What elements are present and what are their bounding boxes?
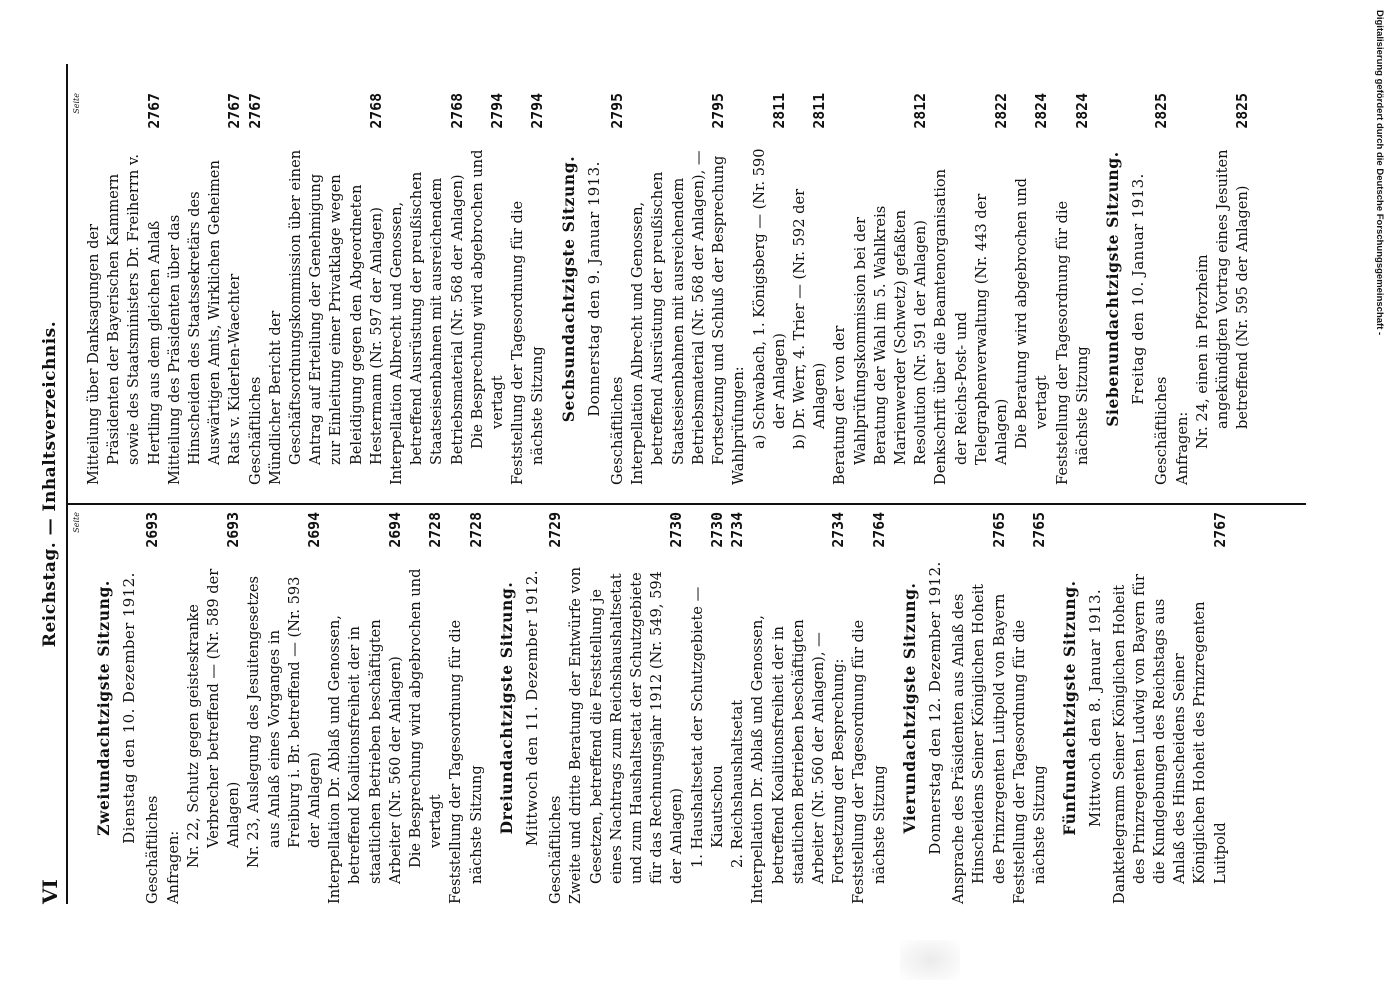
toc-entry-text: Nr. 22, Schutz gegen geisteskranke Verbrecher betreffend — (Nr. 589 der Anlagen) [184, 568, 243, 868]
right-column [70, 93, 1253, 485]
toc-entry-text: Nr. 23, Auslegung des Jesuitengesetzes aus Anlaß eines Vorganges in Freiburg i. Br. betreffend — (Nr. 593 der Anlagen) [245, 576, 324, 868]
session-date: Donnerstag den 9. Januar 1913. [584, 161, 603, 417]
session-date: Mittwoch den 11. Dezember 1912. [523, 569, 542, 847]
header-rule [66, 64, 68, 904]
toc-page-number: 2794 [489, 93, 507, 129]
toc-page-number: 2694 [306, 512, 324, 548]
toc-entry-text: Geschäftliches [609, 376, 627, 485]
toc-entry [1152, 93, 1172, 485]
toc-entry [387, 93, 468, 485]
toc-page-number: 2824 [1073, 93, 1091, 129]
toc-entry-text: Feststellung der Tagesordnung für die nächste Sitzung [1053, 200, 1091, 485]
toc-page-number: 2765 [990, 512, 1008, 548]
toc-entry [949, 512, 1010, 904]
session-block [559, 93, 1093, 485]
toc-page-number: 2728 [467, 512, 485, 548]
toc-entry-text: b) Dr. Werr, 4. Trier — (Nr. 592 der Anlagen) [790, 188, 829, 449]
toc-entry [1110, 512, 1231, 904]
session-block [497, 512, 890, 904]
toc-entry [790, 93, 830, 485]
toc-entry [266, 93, 387, 485]
toc-entry [1173, 93, 1193, 485]
toc-page-number: 2767 [226, 93, 244, 129]
session-block [94, 512, 487, 904]
session-block [84, 93, 549, 485]
seite-label: Seite [72, 512, 81, 533]
session-date: Dienstag den 10. Dezember 1912. [120, 572, 139, 844]
toc-page-number: 2812 [912, 93, 930, 129]
seite-label: Seite [72, 93, 81, 114]
session-block [900, 512, 1050, 904]
session-date: Freitag den 10. Januar 1913. [1129, 173, 1148, 405]
toc-entry-text: Feststellung der Tagesordnung für die nächste Sitzung [509, 200, 547, 485]
toc-entry [849, 512, 889, 904]
toc-entry-text: Die Beratung wird abgebrochen und vertagt [1013, 178, 1051, 449]
toc-entry [728, 512, 748, 904]
toc-entry [566, 512, 687, 904]
session-title: Fünfundachtzigste Sitzung. [1060, 580, 1080, 836]
toc-entry-text: Geschäftliches [144, 795, 162, 904]
running-title: Reichstag. — Inhaltsverzeichnis. [40, 320, 60, 648]
toc-entry-text: Interpellation Dr. Ablaß und Genossen, betreffend Koalitionsfreiheit der in staatlichen Betrieben beschäftigten Arbeiter (Nr. 560 der Anlagen) [326, 615, 404, 904]
toc-page-number: 2822 [992, 93, 1010, 129]
toc-entry-text: Geschäftliches [246, 376, 264, 485]
toc-entry [688, 512, 728, 904]
toc-entry-text: Zweite und dritte Beratung der Entwürfe von Gesetzen, betreffend die Feststellung je eines Nachtrags zum Reichshaushaltsetat und zum Haushaltsetat der Schutzgebiete für das Rechnungsjahr 1912 (Nr. 549, 594 der Anlagen) [567, 566, 686, 904]
running-head [38, 64, 64, 904]
toc-page-number: 2730 [708, 512, 726, 548]
scan-smudge [900, 940, 960, 980]
toc-entry [164, 512, 184, 904]
toc-page-number: 2728 [427, 512, 445, 548]
toc-page-number: 2767 [1211, 512, 1229, 548]
toc-entry [246, 93, 266, 485]
session-block [1103, 93, 1253, 485]
toc-entry [830, 93, 931, 485]
toc-entry [608, 93, 628, 485]
toc-entry-text: Nr. 24, einen in Pforzheim angekündigten Vortrag eines Jesuiten betreffend (Nr. 595 der Anlagen) [1193, 149, 1252, 449]
toc-entry [468, 93, 508, 485]
toc-entry [750, 93, 790, 485]
toc-page-number: 2729 [547, 512, 565, 548]
toc-page-number: 2811 [811, 93, 829, 129]
toc-page-number: 2768 [448, 93, 466, 129]
toc-entry [143, 512, 163, 904]
toc-page-number: 2795 [609, 93, 627, 129]
toc-entry [244, 512, 325, 904]
toc-entry-text: Interpellation Albrecht und Genossen, betreffend Ausrüstung der preußischen Staatseisenbahnen mit ausreichendem Betriebsmaterial (Nr. 568 der Anlagen), — Fortsetzung und Schluß der Besprechung [629, 150, 728, 485]
toc-entry-text: Mündlicher Bericht der Geschäftsordnungskommission über einen Antrag auf Erteilung der Genehmigung zur Einleitung einer Privatklage wegen Beleidigung gegen den Abgeordneten Hestermann (Nr. 597 der Anlagen) [266, 149, 385, 485]
toc-entry [325, 512, 406, 904]
toc-entry-text: Die Besprechung wird abgebrochen und vertagt [407, 568, 445, 868]
toc-entry-text: Die Besprechung wird abgebrochen und vertagt [468, 149, 507, 449]
toc-entry [628, 93, 729, 485]
toc-entry [1010, 512, 1050, 904]
toc-page-number: 2825 [1234, 93, 1252, 129]
toc-entry [748, 512, 849, 904]
session-title: Zweiundachtzigste Sitzung. [94, 580, 113, 836]
toc-page-number: 2694 [386, 512, 404, 548]
toc-entry [508, 93, 548, 485]
toc-page-number: 2811 [770, 93, 788, 129]
toc-entry-text: Anfragen: [1173, 411, 1191, 485]
toc-entry-text: a) Schwabach, 1. Königsberg — (Nr. 590 der Anlagen) [750, 148, 788, 449]
digitization-note-text: Digitalisierung gefördert durch die Deutsche Forschungsgemeinschaft - [1374, 10, 1385, 336]
toc-entry [1012, 93, 1052, 485]
toc-entry-text: Interpellation Albrecht und Genossen, betreffend Ausrüstung der preußischen Staatseisenbahnen mit ausreichendem Betriebsmaterial (Nr. 568 der Anlagen) [388, 171, 466, 485]
toc-page-number: 2795 [710, 93, 728, 129]
toc-page-number: 2765 [1030, 512, 1048, 548]
toc-entry [1193, 93, 1254, 485]
toc-entry-text: Wahlprüfungen: [730, 366, 748, 485]
toc-entry-text: Denkschrift über die Beamtenorganisation der Reichs-Post- und Telegraphenverwaltung (Nr. 443 der Anlagen) [932, 168, 1010, 485]
toc-entry-text: 1. Haushaltsetat der Schutzgebiete — Kiautschou [688, 586, 726, 868]
session-title: Siebenundachtzigste Sitzung. [1102, 151, 1122, 427]
toc-entry-text: Geschäftliches [547, 795, 565, 904]
toc-entry-text: Anfragen: [164, 830, 182, 904]
toc-entry [406, 512, 446, 904]
toc-entry [729, 93, 749, 485]
toc-entry-text: Danktelegramm Seiner Königlichen Hoheit des Prinzregenten Ludwig von Bayern für die Kundgebungen des Reichstags aus Anlaß des Hinscheidens Seiner Königlichen Hoheit des Prinzregenten Luitpold [1110, 574, 1229, 904]
toc-entry-text: Geschäftliches [1153, 376, 1171, 485]
toc-page-number: 2768 [367, 93, 385, 129]
toc-page-number: 2693 [225, 512, 243, 548]
toc-entry-text: Mitteilung des Präsidenten über das Hinscheiden des Staatssekretärs des Auswärtigen Amts, Wirklichen Geheimen Rats v. Kiderlen-Waechter [165, 160, 244, 485]
toc-entry-text: 2. Reichshaushaltsetat [729, 699, 747, 868]
toc-entry [546, 512, 566, 904]
toc-entry-text: Feststellung der Tagesordnung für die nächste Sitzung [850, 619, 888, 904]
toc-page-number: 2824 [1033, 93, 1051, 129]
toc-entry-text: Interpellation Dr. Ablaß und Genossen, betreffend Koalitionsfreiheit der in staatlichen Betrieben beschäftigten Arbeiter (Nr. 560 der Anlagen), — Fortsetzung der Besprechung: [749, 615, 848, 904]
toc-page-number: 2734 [830, 512, 848, 548]
toc-entry-text: Feststellung der Tagesordnung für die nächste Sitzung [447, 619, 485, 904]
toc-entry [446, 512, 486, 904]
column-divider [66, 503, 1306, 505]
left-column [70, 512, 1231, 904]
toc-entry-text: Beratung der von der Wahlprüfungskommission bei der Beratung der Wahl im 5. Wahlkreis Marienwerder (Schwetz) gefaßten Resolution (Nr. 591 der Anlagen) [831, 205, 930, 485]
page-number: VI [38, 879, 62, 904]
toc-entry [931, 93, 1012, 485]
session-date: Mittwoch den 8. Januar 1913. [1086, 588, 1105, 828]
toc-entry-text: Feststellung der Tagesordnung für die nächste Sitzung [1010, 619, 1048, 904]
session-title: Vierundachtzigste Sitzung. [899, 582, 919, 834]
toc-page-number: 2764 [870, 512, 888, 548]
toc-page-number: 2734 [729, 512, 747, 548]
session-title: Sechsundachtzigste Sitzung. [558, 155, 578, 423]
toc-page-number: 2693 [144, 512, 162, 548]
session-block [1060, 512, 1231, 904]
toc-entry [184, 512, 245, 904]
toc-entry-text: Mitteilung über Danksagungen der Präsidenten der Bayerischen Kammern sowie des Staatsministers Dr. Freiherrn v. Hertling aus dem gleichen Anlaß [85, 153, 163, 485]
toc-page-number: 2767 [246, 93, 264, 129]
session-title: Dreiundachtzigste Sitzung. [496, 581, 516, 835]
toc-entry [84, 93, 165, 485]
toc-page-number: 2825 [1153, 93, 1171, 129]
toc-page-number: 2730 [668, 512, 686, 548]
toc-entry [1053, 93, 1093, 485]
toc-entry [165, 93, 246, 485]
session-date: Donnerstag den 12. Dezember 1912. [925, 561, 944, 855]
digitization-note [1372, 10, 1386, 390]
toc-page-number: 2767 [145, 93, 163, 129]
toc-page-number: 2794 [529, 93, 547, 129]
toc-entry-text: Ansprache des Präsidenten aus Anlaß des Hinscheidens Seiner Königlichen Hoheit des Prinzregenten Luitpold von Bayern [950, 584, 1008, 904]
